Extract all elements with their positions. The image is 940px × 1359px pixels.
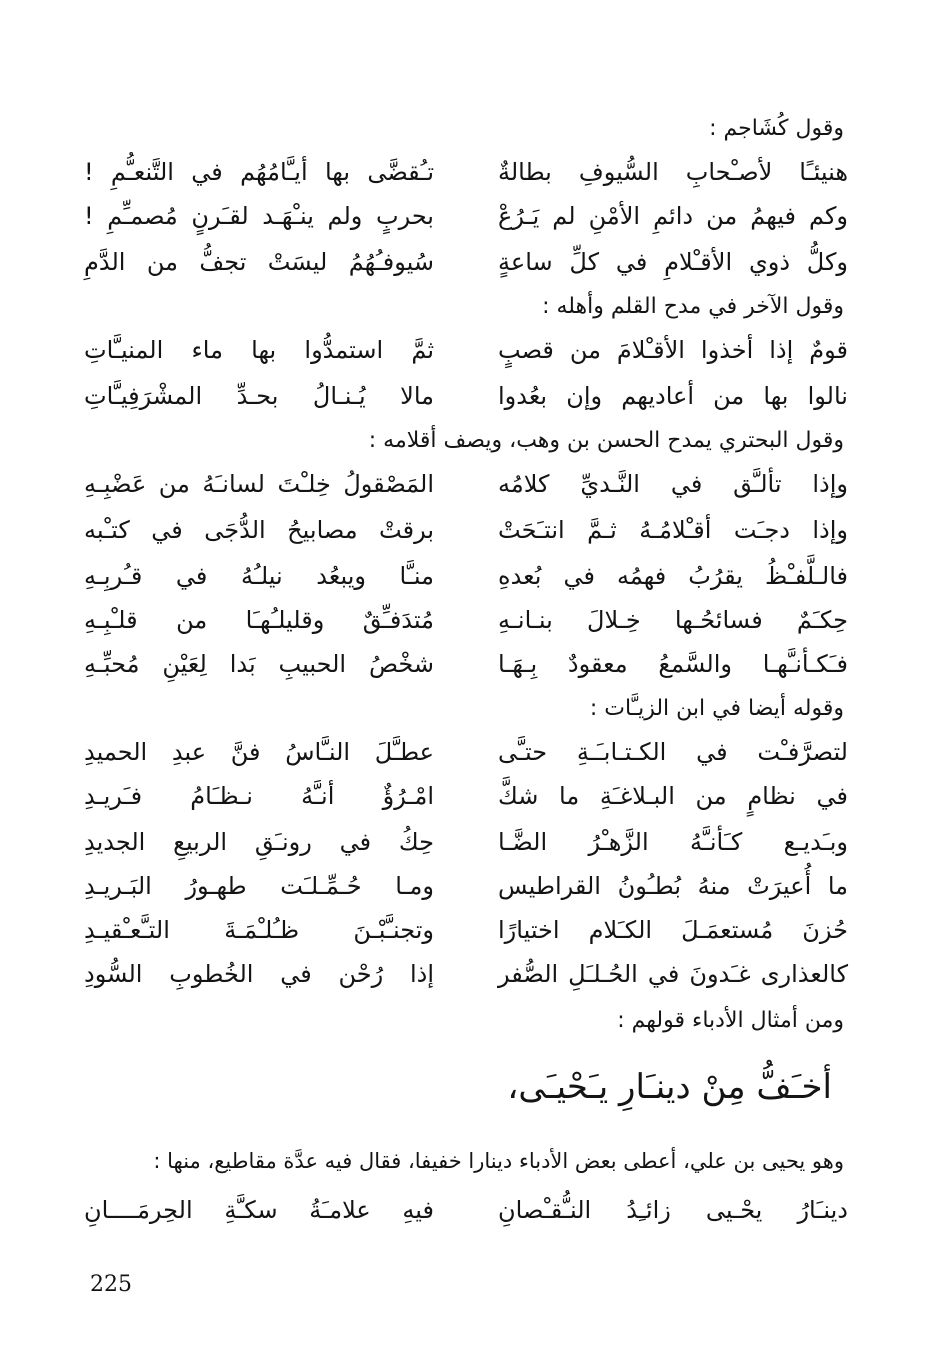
verse-kushajim-2 <box>80 196 848 236</box>
verse-first-hemistich: وإذا دجـَت أقـْلامُـهُ ثـمَّ انتـَحَتْ <box>498 516 848 544</box>
verse-buhturi-5 <box>80 644 848 684</box>
verse-first-hemistich: نالوا بها من أعاديهم وإن بعُدوا <box>498 382 848 410</box>
intro-amthal: ومن أمثال الأدباء قولهم : <box>617 1008 844 1033</box>
prose-line: وهو يحيى بن علي، أعطى بعض الأدباء دينارا خفيفا، فقال فيه عدَّة مقاطيع، منها : <box>153 1149 844 1173</box>
verse-second-hemistich: وتجنـَّبْـنَ ظـُلـْمَـةَ التـَّعـْقيـدِ <box>84 916 434 944</box>
verse-first-hemistich: فالـلَّفـْظُ يقرُبُ فهمُه في بُعدهِ <box>498 562 848 590</box>
verse-first-hemistich: في نظامٍ من البـلاغـَةِ ما شكَّ <box>498 782 848 810</box>
verse-second-hemistich: بحربٍ ولم ينـْهَـد لقـَرنٍ مُصمـِّمِ ! <box>84 202 434 230</box>
verse-buhturi-1 <box>80 464 848 504</box>
verse-first-hemistich: حُزنَ مُستعمَـلَ الكـَلام اختيارًا <box>498 916 848 944</box>
verse-buhturi-2 <box>80 510 848 550</box>
verse-akhar-1 <box>80 330 848 370</box>
verse-first-hemistich: هنيئـًا لأصـْحابِ السُّيوفِ بطالةٌ <box>498 158 848 186</box>
verse-zayyat-1 <box>80 732 848 772</box>
verse-second-hemistich: مالا يُـنـالُ بحـدِّ المشْرَفِيـَّاتِ <box>84 382 434 410</box>
verse-zayyat-3 <box>80 822 848 862</box>
page-number: 225 <box>90 1272 132 1297</box>
intro-akhar: وقول الآخر في مدح القلم وأهله : <box>542 294 844 319</box>
verse-second-hemistich: مُتدَفـِّقٌ وقليلـُهـَا من قلـْبِـهِ <box>84 606 434 634</box>
verse-second-hemistich: تـُقضَّى بها أيـَّامُهُم في التَّنعـُّمِ ! <box>84 158 434 186</box>
verse-zayyat-5 <box>80 910 848 950</box>
verse-buhturi-4 <box>80 600 848 640</box>
proverb-heading: أخـَفُّ مِنْ دينـَارِ يـَحْيـَى، <box>507 1067 832 1107</box>
verse-zayyat-6 <box>80 954 848 994</box>
verse-first-hemistich: فـَكـأنـَّهـا والسَّمعُ معقودٌ بِـهَـا <box>498 650 848 678</box>
verse-first-hemistich: وبـَديـع كـَأنـَّهُ الزَّهـْرُ الضَّـا <box>498 828 848 856</box>
verse-dinar-1 <box>80 1190 848 1230</box>
verse-first-hemistich: كالعذارى غـَدونَ في الحُـلـَلِ الصُّفر <box>498 960 848 988</box>
verse-first-hemistich: دينـَارُ يحْـيى زائـِدُ النـُّقـْصانِ <box>498 1196 848 1224</box>
verse-second-hemistich: برقتْ مصابيحُ الدُّجَى في كتـْبه <box>84 516 434 544</box>
verse-kushajim-3 <box>80 242 848 282</box>
verse-first-hemistich: وإذا تألـَّق في النَّـديِّ كلامُه <box>498 470 848 498</box>
intro-kushajim: وقول كُشَاجم : <box>709 116 844 141</box>
verse-second-hemistich: حِكُ في رونـَقِ الربيعِ الجديدِ <box>84 828 434 856</box>
verse-second-hemistich: إذا رُحْن في الخُطوبِ السُّودِ <box>84 960 434 988</box>
verse-first-hemistich: ما أُعيرَتْ منهُ بُطـُونُ القراطيس <box>498 872 848 900</box>
intro-zayyat: وقوله أيضا في ابن الزيـَّات : <box>589 696 844 721</box>
verse-first-hemistich: حِكـَمٌ فسائحُـها خِـلالَ بنـانـهِ <box>498 606 848 634</box>
verse-zayyat-4 <box>80 866 848 906</box>
verse-second-hemistich: المَصْقولُ خِلـْتَ لسانـَهُ من عَضْبِـهِ <box>84 470 434 498</box>
verse-second-hemistich: امْـرُؤٌ أنـَّهُ نـظـَامُ فـَريـدِ <box>84 782 434 810</box>
verse-second-hemistich: عطـَّلَ النـَّاسُ فنَّ عبدِ الحميدِ <box>84 738 434 766</box>
verse-second-hemistich: فيهِ علامـَةُ سكـَّةِ الحِرمَــــانِ <box>84 1196 434 1224</box>
verse-second-hemistich: منـَّا ويبعُد نيلـُهُ في قـُربِـهِ <box>84 562 434 590</box>
verse-buhturi-3 <box>80 556 848 596</box>
intro-buhturi: وقول البحتري يمدح الحسن بن وهب، ويصف أقلامه : <box>368 428 844 453</box>
verse-first-hemistich: قومٌ إذا أخذوا الأقـْلامَ من قصبٍ <box>498 336 848 364</box>
verse-second-hemistich: سُيوفـُهُمُ ليسَتْ تجفُّ من الدَّمِ <box>84 248 434 276</box>
verse-second-hemistich: ومـا حُـمِّـلـَت طهـورُ البَـريـدِ <box>84 872 434 900</box>
verse-first-hemistich: وكم فيهمُ من دائمِ الأمْنِ لم يَـرُعْ <box>498 202 848 230</box>
verse-kushajim-1 <box>80 152 848 192</box>
verse-zayyat-2 <box>80 776 848 816</box>
verse-first-hemistich: وكلُّ ذوي الأقـْلامِ في كلِّ ساعةٍ <box>498 248 848 276</box>
verse-first-hemistich: لتصرَّفـْت في الكـتـابـَـةِ حتـَّى <box>498 738 848 766</box>
verse-second-hemistich: شخْصُ الحبيبِ بَدا لِعَيْنِ مُحبِّـهِ <box>84 650 434 678</box>
verse-second-hemistich: ثمَّ استمدُّوا بها ماء المنيـَّاتِ <box>84 336 434 364</box>
verse-akhar-2 <box>80 376 848 416</box>
